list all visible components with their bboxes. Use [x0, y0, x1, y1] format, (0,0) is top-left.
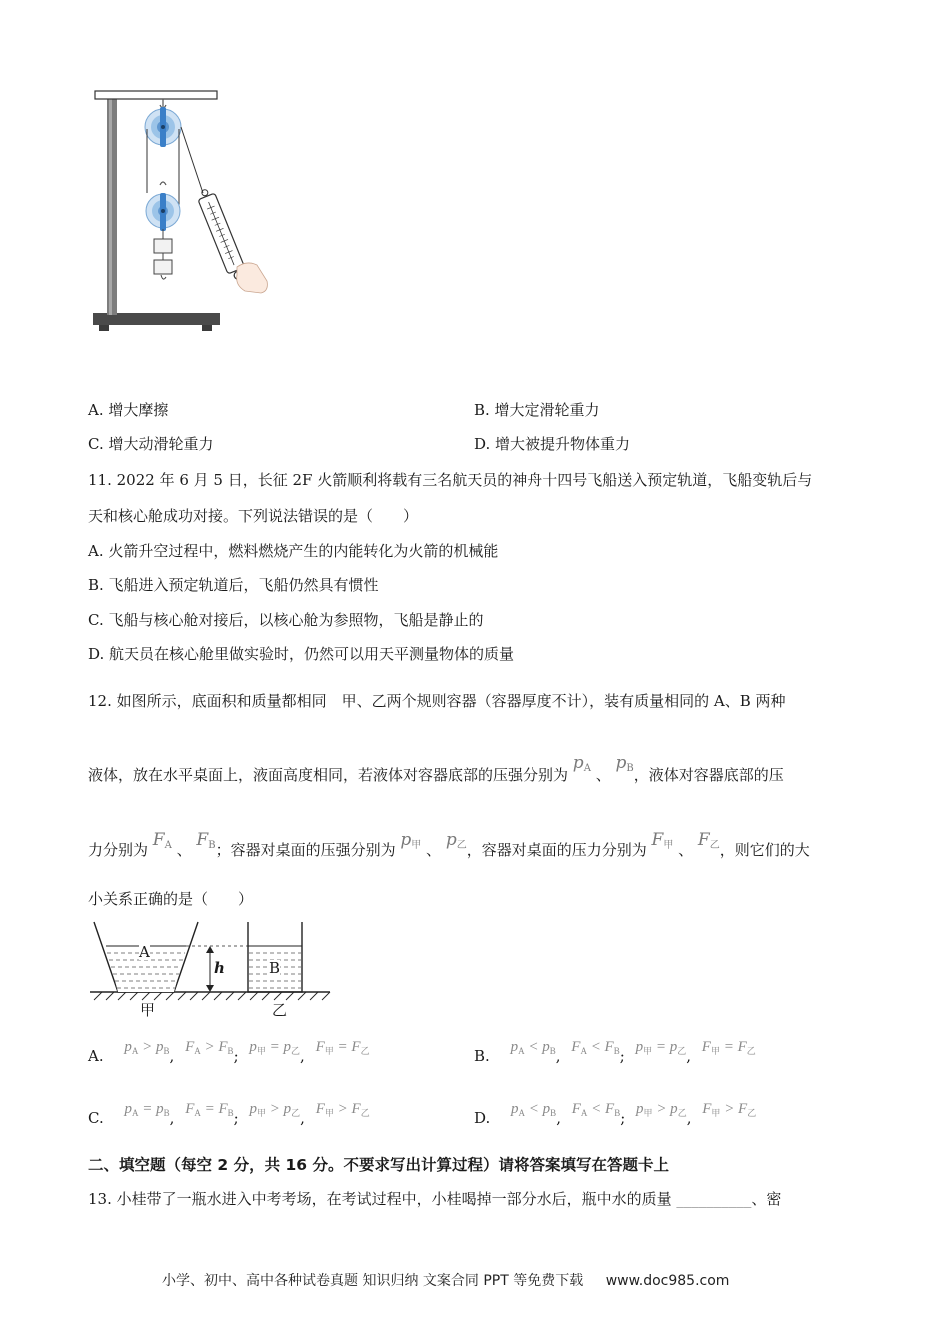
- q11-stem-line1: 11. 2022 年 6 月 5 日，长征 2F 火箭顺利将载有三名航天员的神舟十四号飞船送入预定轨道，飞船变轨后与: [88, 471, 813, 489]
- q11-option-d: D. 航天员在核心舱里做实验时，仍然可以用天平测量物体的质量: [88, 645, 515, 663]
- q12-label-h: h: [214, 959, 225, 977]
- q12-label-liquid-b: B: [269, 959, 281, 977]
- q12-option-d: D. $p_A < p_B$, $F_A < F_B$; $p_甲 > p_乙$, $F_甲 > F_乙$: [474, 1101, 757, 1127]
- q10-option-a: A. 增大摩擦: [88, 401, 169, 419]
- q13-stem: 13. 小桂带了一瓶水进入中考考场，在考试过程中，小桂喝掉一部分水后，瓶中水的质量 __________、密: [88, 1190, 782, 1208]
- q12-stem-line3: 力分别为 $F_A$ 、 $F_B$；容器对桌面的压强分别为 $p_甲$ 、 $p_乙$，容器对桌面的压力分别为 $F_甲$ 、 $F_乙$，则它们的大: [88, 830, 810, 859]
- q12-containers-figure: [86, 916, 336, 1020]
- footer-url-link[interactable]: www.doc985.com: [605, 1273, 730, 1289]
- section2-heading: 二、填空题（每空 2 分，共 16 分。不要求写出计算过程）请将答案填写在答题卡上: [88, 1156, 669, 1174]
- q10-option-c: C. 增大动滑轮重力: [88, 435, 214, 453]
- footer-ad-text: 小学、初中、高中各种试卷真题 知识归纳 文案合同 PPT 等免费下载 www.doc985.com: [162, 1273, 730, 1289]
- q11-option-b: B. 飞船进入预定轨道后，飞船仍然具有惯性: [88, 576, 379, 594]
- q13-answer-blank[interactable]: __________: [676, 1190, 752, 1208]
- q12-option-a: A. $p_A > p_B$, $F_A > F_B$; $p_甲 = p_乙$, $F_甲 = F_乙$: [88, 1039, 370, 1065]
- q11-stem-line2: 天和核心舱成功对接。下列说法错误的是（ ）: [88, 507, 419, 525]
- q11-option-a: A. 火箭升空过程中，燃料燃烧产生的内能转化为火箭的机械能: [88, 542, 499, 560]
- q12-label-jia: 甲: [140, 1001, 156, 1019]
- q12-option-b: B. $p_A < p_B$, $F_A < F_B$; $p_甲 = p_乙$, $F_甲 = F_乙$: [474, 1039, 756, 1065]
- q12-label-yi: 乙: [272, 1001, 288, 1019]
- q12-stem-line4: 小关系正确的是（ ）: [88, 890, 254, 908]
- pulley-apparatus-figure: [85, 85, 275, 335]
- q12-stem-line2: 液体，放在水平桌面上，液面高度相同，若液体对容器底部的压强分别为 $p_A$ 、 $p_B$，液体对容器底部的压: [88, 753, 784, 784]
- q10-option-b: B. 增大定滑轮重力: [474, 401, 600, 419]
- q12-stem-line1: 12. 如图所示，底面积和质量都相同 甲、乙两个规则容器（容器厚度不计），装有质量相同的 A、B 两种: [88, 692, 786, 710]
- q12-label-liquid-a: A: [139, 943, 150, 961]
- q10-option-d: D. 增大被提升物体重力: [474, 435, 631, 453]
- q11-option-c: C. 飞船与核心舱对接后，以核心舱为参照物，飞船是静止的: [88, 611, 484, 629]
- q12-option-c: C. $p_A = p_B$, $F_A = F_B$; $p_甲 > p_乙$, $F_甲 > F_乙$: [88, 1101, 370, 1127]
